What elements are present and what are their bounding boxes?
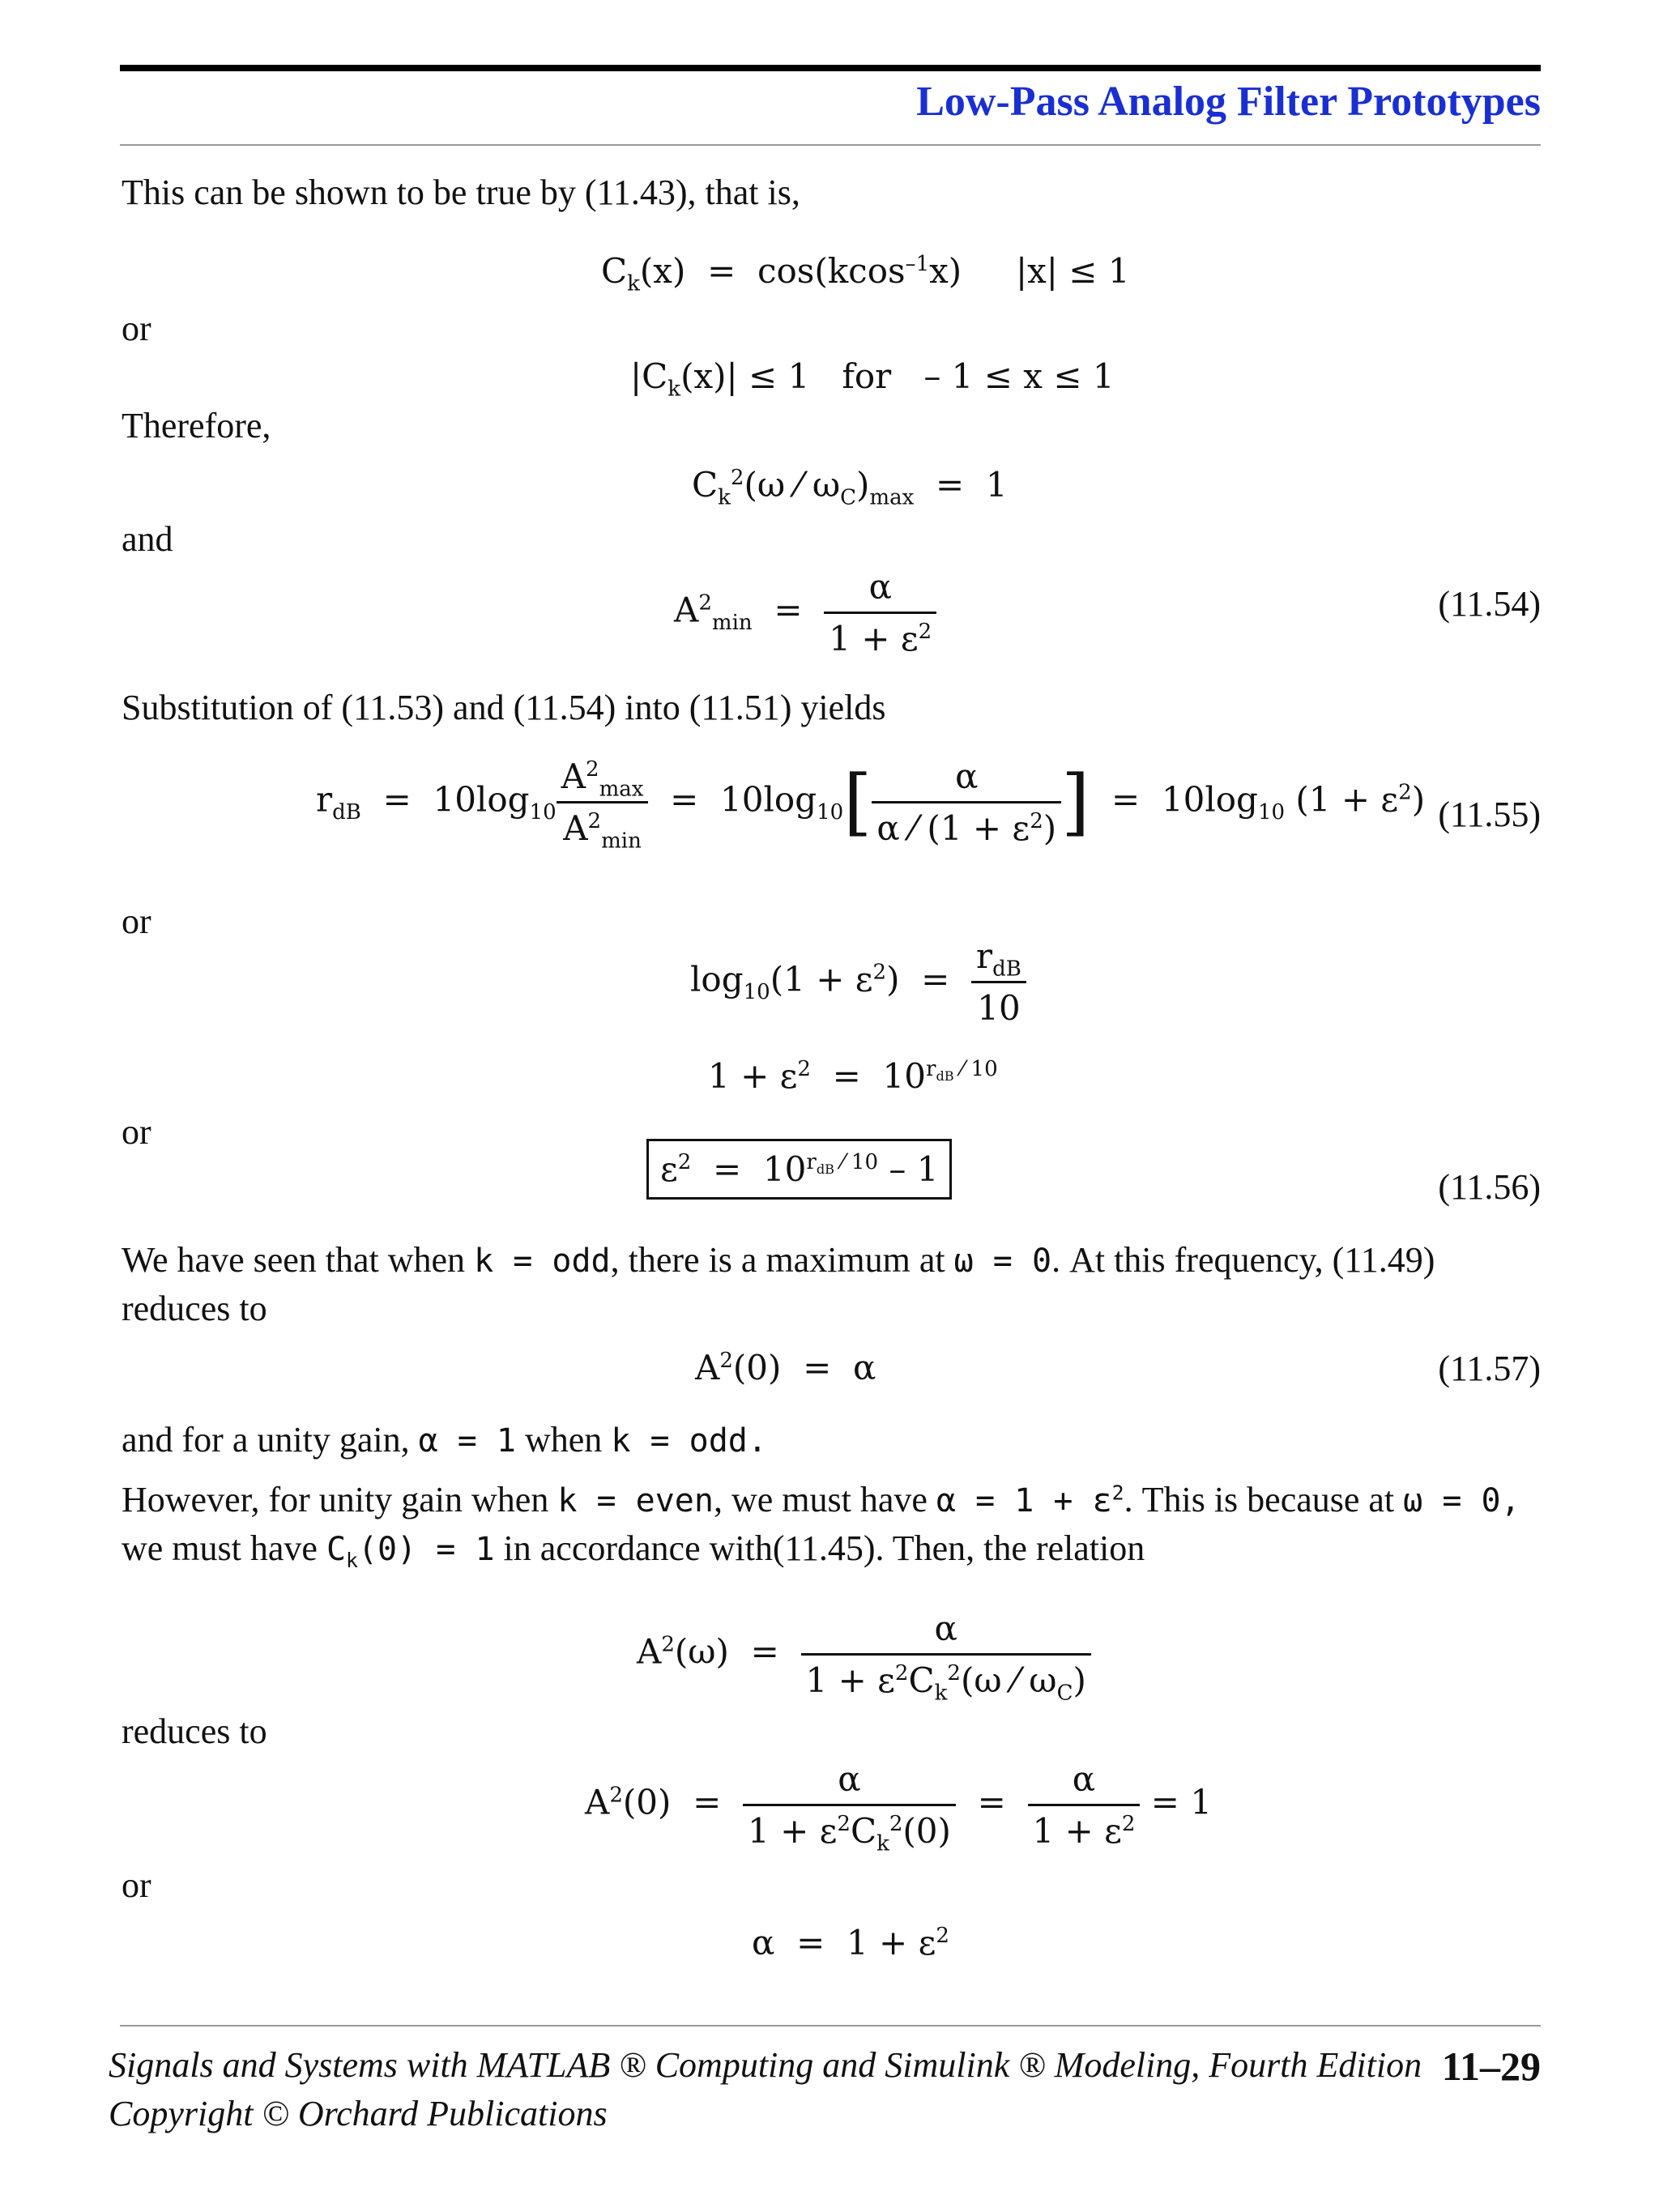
equation-alpha-result: $\alpha = 1 + \varepsilon^2$ [752,1923,949,1963]
equation-a-zero-alpha: $A^2(0) = \alpha$ [695,1348,876,1387]
equation-amin: $A^2_{min}$ = $\frac{\alpha}{1 + \varepsilon^2}$ [674,567,936,658]
page-number: 11–29 [1441,2044,1541,2089]
connector-or-2: or [122,901,151,941]
connector-reduces: reduces to [122,1711,267,1751]
footer-copyright: Copyright © Orchard Publications [109,2094,608,2133]
connector-and: and [122,519,173,559]
paragraph-odd-maximum-cont: reduces to [122,1289,267,1328]
paragraph-odd-maximum: We have seen that when k = odd, there is a maximum at ω = 0. At this frequency, (11.49) [122,1240,1435,1280]
paragraph-substitution: Substitution of (11.53) and (11.54) into (11.51) yields [122,688,886,727]
equation-max-squared: $C_k^2(\omega$ ⁄ $\omega_C)_{max} = 1$ [692,465,1008,510]
paragraph-intro: This can be shown to be true by (11.43), that is, [122,173,800,212]
equation-number-11-54: (11.54) [1438,584,1541,624]
equation-a-zero-unity: $A^2(0)$ = $\frac{\alpha}{1 + \varepsilon^2C_k^2(0)}$ = $\frac{\alpha}{1 + \varepsilon^2}$ = 1 [585,1759,1213,1856]
connector-therefore: Therefore, [122,406,271,445]
connector-or-3: or [122,1112,151,1152]
equation-magnitude-squared: $A^2(\omega)$ = $\frac{\alpha}{1 + \varepsilon^2C_k^2(\omega ⁄ \omega_C)}$ [637,1609,1091,1700]
equation-number-11-56: (11.56) [1438,1167,1541,1207]
paragraph-even-case-cont: we must have $C_k(0) = 1$ in accordance with(11.45). Then, the relation [122,1528,1145,1572]
connector-or-1: or [122,309,151,348]
equation-bound: $|C_k(x)| \le 1$ for – 1 ≤ x ≤ 1 [630,356,1115,402]
paragraph-even-case: However, for unity gain when k = even, we must have $\alpha = 1 + \varepsilon^2$. This is because at ω = 0, [122,1480,1520,1519]
footer-divider [120,2025,1541,2027]
equation-chebyshev-def: $C_k(x) = \cos(kcos^{-1}x)$ |x| ≤ 1 [601,251,1130,296]
equation-epsilon-boxed: $\varepsilon^2 = 10^{r_{dB} ⁄ 10} - 1$ [646,1139,952,1200]
footer-book-title: Signals and Systems with MATLAB ® Computing and Simulink ® Modeling, Fourth Edition [109,2045,1422,2085]
header-rule [120,65,1541,71]
header-divider [120,144,1541,146]
equation-power-relation: $1 + \varepsilon^2 = 10^{r_{dB} ⁄ 10}$ [708,1056,998,1096]
equation-ripple-db: $r_{dB} = 10\log_{10}$ $\frac{A^2_{max}}{A^2_{min}}$ = $10\log_{10}$[ $\frac{\alpha}{\alpha ⁄ (1 + \varepsilon^2)}$ ] = $10\log_{10}$ $(1 + \varepsilon^2)$ [316,757,1426,854]
running-header: Low-Pass Analog Filter Prototypes [916,79,1541,125]
equation-number-11-57: (11.57) [1438,1349,1541,1388]
equation-log-relation: $\log_{10}(1 + \varepsilon^2)$ = $\frac{r_{dB}}{10}$ [690,936,1026,1028]
paragraph-unity-gain: and for a unity gain, α = 1 when k = odd. [122,1420,767,1460]
equation-number-11-55: (11.55) [1438,795,1541,834]
connector-or-4: or [122,1865,151,1905]
